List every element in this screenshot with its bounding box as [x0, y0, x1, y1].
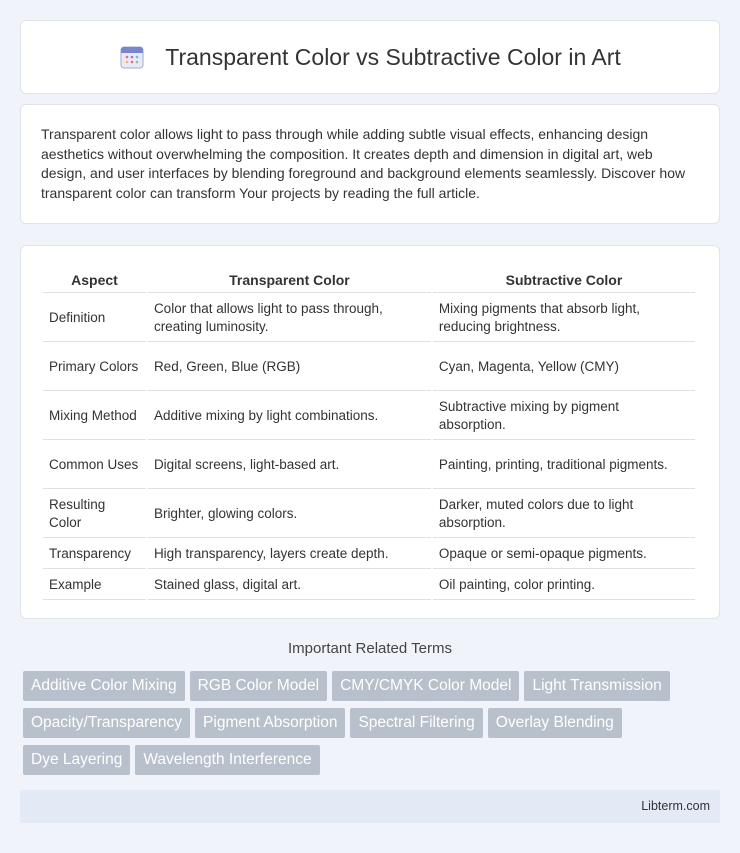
footer [20, 790, 720, 823]
subtractive-cell: Painting, printing, traditional pigments. [433, 442, 695, 489]
aspect-cell: Primary Colors [43, 344, 146, 391]
transparent-cell: Red, Green, Blue (RGB) [148, 344, 431, 391]
intro-card [20, 104, 720, 224]
related-term-tag[interactable]: Dye Layering [23, 745, 130, 775]
table-row [43, 393, 695, 440]
header-aspect: Aspect [43, 268, 146, 293]
transparent-cell: Stained glass, digital art. [148, 571, 431, 600]
transparent-cell: Color that allows light to pass through, creating luminosity. [148, 295, 431, 342]
related-term-tag[interactable]: Wavelength Interference [135, 745, 319, 775]
subtractive-cell: Cyan, Magenta, Yellow (CMY) [433, 344, 695, 391]
aspect-cell: Transparency [43, 540, 146, 569]
header-subtractive: Subtractive Color [433, 268, 695, 293]
related-term-tag[interactable]: Additive Color Mixing [23, 671, 185, 701]
related-terms-title: Important Related Terms [288, 640, 452, 657]
table-row [43, 344, 695, 391]
related-term-tag[interactable]: Pigment Absorption [195, 708, 345, 738]
subtractive-cell: Subtractive mixing by pigment absorption. [433, 393, 695, 440]
table-header-row [43, 268, 695, 293]
transparent-cell: High transparency, layers create depth. [148, 540, 431, 569]
related-term-tag[interactable]: RGB Color Model [190, 671, 327, 701]
intro-text: Transparent color allows light to pass through while adding subtle visual effects, enhancing design aesthetics without overwhelming the composition. It creates depth and dimension in digital art, web design, and user interfaces by blending foreground and background elements seamlessly. Discover how transparent color can transform Your projects by reading the full article. [41, 126, 686, 201]
comparison-card [20, 245, 720, 619]
aspect-cell: Resulting Color [43, 491, 146, 538]
subtractive-cell: Mixing pigments that absorb light, reducing brightness. [433, 295, 695, 342]
subtractive-cell: Darker, muted colors due to light absorption. [433, 491, 695, 538]
related-term-tag[interactable]: Overlay Blending [488, 708, 622, 738]
subtractive-cell: Oil painting, color printing. [433, 571, 695, 600]
title-card [20, 20, 720, 94]
table-row [43, 540, 695, 569]
related-terms-list [23, 671, 723, 782]
page-title: Transparent Color vs Subtractive Color in Art [165, 43, 621, 70]
aspect-cell: Common Uses [43, 442, 146, 489]
footer-site-link[interactable]: Libterm.com [641, 799, 710, 813]
subtractive-cell: Opaque or semi-opaque pigments. [433, 540, 695, 569]
related-term-tag[interactable]: Opacity/Transparency [23, 708, 190, 738]
transparent-cell: Additive mixing by light combinations. [148, 393, 431, 440]
related-term-tag[interactable]: CMY/CMYK Color Model [332, 671, 519, 701]
table-row [43, 295, 695, 342]
aspect-cell: Mixing Method [43, 393, 146, 440]
related-term-tag[interactable]: Light Transmission [524, 671, 669, 701]
table-row [43, 491, 695, 538]
table-row [43, 442, 695, 489]
calendar-icon [119, 44, 145, 70]
aspect-cell: Definition [43, 295, 146, 342]
transparent-cell: Brighter, glowing colors. [148, 491, 431, 538]
aspect-cell: Example [43, 571, 146, 600]
table-row [43, 571, 695, 600]
header-transparent: Transparent Color [148, 268, 431, 293]
comparison-table [41, 266, 697, 602]
related-term-tag[interactable]: Spectral Filtering [350, 708, 482, 738]
transparent-cell: Digital screens, light-based art. [148, 442, 431, 489]
